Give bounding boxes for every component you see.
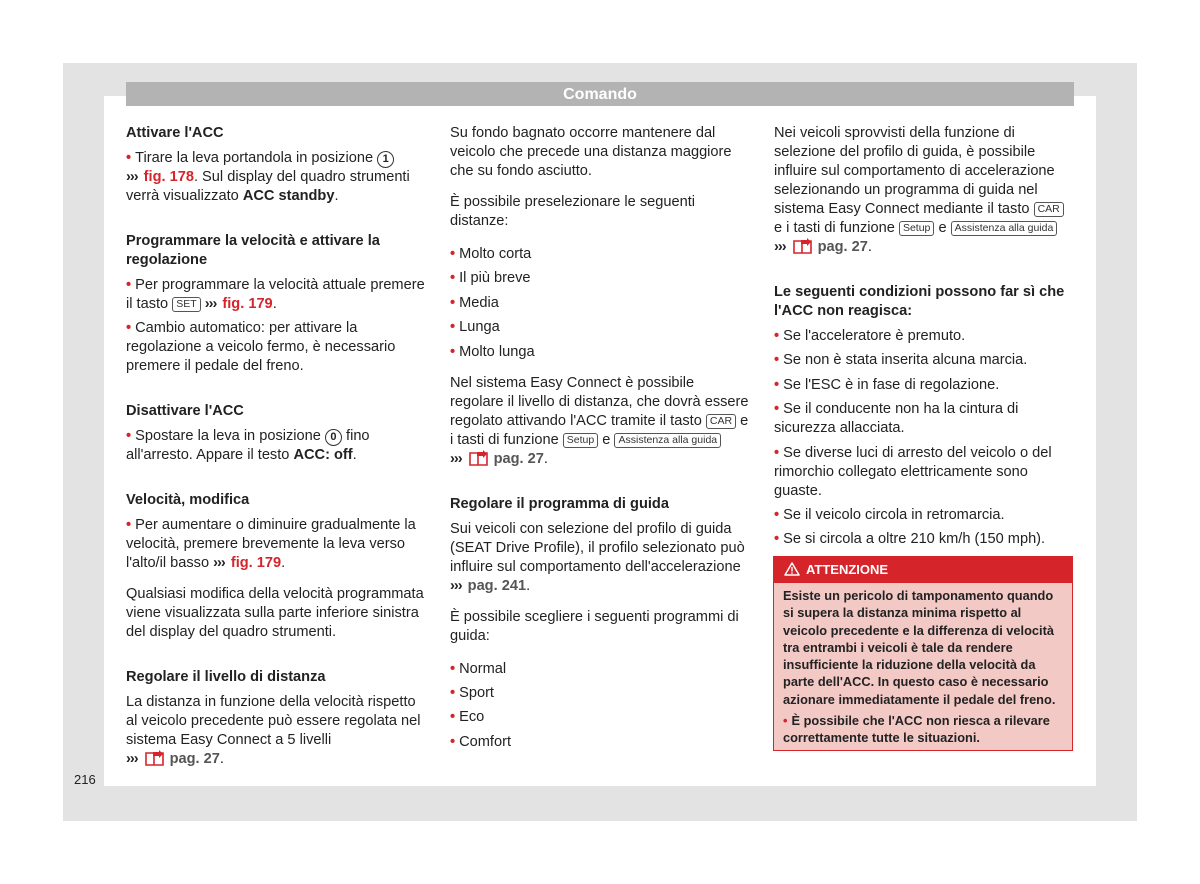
- page-241-link[interactable]: pag. 241: [467, 577, 527, 594]
- bullet-dot: •: [774, 401, 780, 418]
- page-27-link[interactable]: pag. 27: [817, 239, 868, 255]
- setup-key-icon: Setup: [899, 221, 934, 236]
- condition-item: • Se diverse luci di arresto del veicolo o del rimorchio collegato elettricamente sono guaste.: [774, 444, 1052, 499]
- section-header: Comando: [126, 82, 1074, 106]
- bullet-dot: •: [450, 319, 456, 336]
- heading-deactivate-acc: Disattivare l'ACC: [126, 403, 244, 419]
- column-2: [450, 124, 750, 757]
- condition-item: • Se l'ESC è in fase di regolazione.: [774, 376, 1000, 393]
- distances-list: [450, 245, 750, 362]
- condition-item: • Se il veicolo circola in retromarcia.: [774, 506, 1005, 523]
- warning-bullet: • È possibile che l'ACC non riesca a rilevare correttamente tutte le situazioni.: [783, 713, 1050, 746]
- warning-box: [773, 556, 1073, 751]
- reference-arrow-icon: ›››: [204, 296, 217, 312]
- reference-arrow-icon: ›››: [126, 751, 138, 767]
- warning-title: ATTENZIONE: [806, 562, 889, 577]
- distance-option: • Molto lunga: [450, 343, 535, 360]
- car-key-icon: CAR: [1034, 202, 1064, 217]
- page-27-link[interactable]: pag. 27: [493, 450, 544, 467]
- bullet-dot: •: [774, 444, 780, 461]
- page-number: 216: [74, 772, 96, 787]
- book-reference-icon: [144, 750, 166, 766]
- paragraph-drive-profile: Sui veicoli con selezione del profilo di guida (SEAT Drive Profile), il profilo selezionato può influire sul comportamento dell'accelerazione ››› pag. 241.: [450, 520, 745, 594]
- condition-item: • Se non è stata inserita alcuna marcia.: [774, 352, 1028, 369]
- warning-body: [774, 583, 1072, 747]
- paragraph-no-profile: Nei veicoli sprovvisti della funzione di selezione del profilo di guida, è possibile influire sul comportamento di accelerazione selezionando un programma di guida nel sistema Easy Connect mediante il tasto CAR e i tasti di funzione Setup e Assistenza alla guida ››› pag. 27.: [774, 124, 1074, 257]
- conditions-list: [774, 327, 1074, 549]
- program-option: • Sport: [450, 684, 494, 701]
- heading-speed-modify: Velocità, modifica: [126, 492, 250, 508]
- assistenza-key-icon: Assistenza alla guida: [614, 433, 721, 448]
- column-3: [774, 124, 1074, 555]
- paragraph-choose-programs: È possibile scegliere i seguenti programmi di guida:: [450, 608, 739, 644]
- set-key-icon: SET: [172, 297, 200, 312]
- paragraph-preselect: È possibile preselezionare le seguenti distanze:: [450, 194, 696, 229]
- bullet-dot: •: [450, 343, 456, 360]
- fig-179-link[interactable]: fig. 179: [230, 555, 282, 571]
- paragraph-speed-display: Qualsiasi modifica della velocità programmata viene visualizzata sulla parte inferiore sinistra del display del quadro strumenti.: [126, 586, 424, 640]
- reference-arrow-icon: ›››: [450, 577, 462, 594]
- bullet-dot: •: [450, 684, 456, 701]
- heading-activate-acc: Attivare l'ACC: [126, 125, 224, 141]
- reference-arrow-icon: ›››: [774, 239, 786, 255]
- reference-arrow-icon: ›››: [450, 450, 462, 467]
- program-option: • Normal: [450, 660, 507, 677]
- bullet-dot: •: [774, 352, 780, 369]
- bullet-automatic: • Cambio automatico: per attivare la regolazione a veicolo fermo, è necessario premere il pedale del freno.: [126, 320, 396, 374]
- paragraph-wet-road: Su fondo bagnato occorre mantenere dal veicolo che precede una distanza maggiore che su fondo asciutto.: [450, 125, 732, 179]
- bullet-dot: •: [450, 733, 456, 750]
- program-option: • Comfort: [450, 733, 512, 750]
- column-1: [126, 124, 428, 781]
- bullet-dot: •: [774, 531, 780, 548]
- distance-option: • Media: [450, 294, 499, 311]
- bullet-dot: •: [450, 270, 456, 287]
- assistenza-key-icon: Assistenza alla guida: [951, 221, 1058, 236]
- bullet-program: • Per programmare la velocità attuale premere il tasto SET ››› fig. 179.: [126, 277, 425, 312]
- bullet-dot: •: [450, 294, 456, 311]
- car-key-icon: CAR: [706, 414, 736, 429]
- setup-key-icon: Setup: [563, 433, 598, 448]
- bullet-dot: •: [774, 376, 780, 393]
- paragraph-easy-connect: Nel sistema Easy Connect è possibile regolare il livello di distanza, che dovrà essere regolato attivando l'ACC tramite il tasto CAR e i tasti di funzione Setup e Assistenza alla guida ››› pag. 27.: [450, 374, 749, 467]
- book-reference-icon: [468, 450, 490, 466]
- warning-text: Esiste un pericolo di tamponamento quando si supera la distanza minima rispetto al veicolo precedente e la differenza di velocità tra entrambi i veicoli è tale da rendere insufficiente la riduzione della velocità da parte dell'ACC. In questo caso è necessario azionare immediatamente il pedale del freno.: [783, 588, 1056, 707]
- condition-item: • Se si circola a oltre 210 km/h (150 mph).: [774, 531, 1046, 548]
- bullet-dot: •: [450, 709, 456, 726]
- warning-triangle-icon: [784, 562, 800, 576]
- distance-option: • Molto corta: [450, 246, 532, 262]
- condition-item: • Se il conducente non ha la cintura di sicurezza allacciata.: [774, 401, 1019, 437]
- book-reference-icon: [792, 238, 814, 254]
- reference-arrow-icon: ›››: [126, 169, 138, 185]
- distance-option: • Lunga: [450, 319, 500, 336]
- heading-program-speed: Programmare la velocità e attivare la regolazione: [126, 233, 380, 268]
- bullet-dot: •: [774, 328, 780, 344]
- bullet-activate: • Tirare la leva portandola in posizione 1 ››› fig. 178. Sul display del quadro strumenti verrà visualizzato ACC standby.: [126, 150, 410, 204]
- distance-option: • Il più breve: [450, 270, 531, 287]
- fig-179-link[interactable]: fig. 179: [222, 296, 273, 312]
- heading-distance-level: Regolare il livello di distanza: [126, 669, 326, 685]
- bullet-deactivate: • Spostare la leva in posizione 0 fino all'arresto. Appare il testo ACC: off.: [126, 428, 370, 463]
- bullet-speed: • Per aumentare o diminuire gradualmente la velocità, premere brevemente la leva verso l'alto/il basso ››› fig. 179.: [126, 517, 416, 571]
- position-0-icon: 0: [325, 429, 342, 446]
- bullet-dot: •: [450, 246, 456, 262]
- condition-item: • Se l'acceleratore è premuto.: [774, 328, 966, 344]
- warning-header: [774, 557, 1072, 583]
- programs-list: [450, 660, 750, 752]
- paragraph-distance: La distanza in funzione della velocità rispetto al veicolo precedente può essere regolata nel sistema Easy Connect a 5 livelli ››› pag. 27.: [126, 694, 421, 767]
- bullet-dot: •: [774, 506, 780, 523]
- heading-conditions: Le seguenti condizioni possono far sì che l'ACC non reagisca:: [774, 284, 1065, 319]
- heading-driving-program: Regolare il programma di guida: [450, 495, 669, 512]
- position-1-icon: 1: [377, 151, 394, 168]
- bullet-dot: •: [450, 660, 456, 677]
- page-27-link[interactable]: pag. 27: [169, 751, 220, 767]
- bullet-dot: •: [126, 150, 132, 166]
- reference-arrow-icon: ›››: [213, 555, 225, 571]
- fig-178-link[interactable]: fig. 178: [143, 169, 194, 185]
- program-option: • Eco: [450, 709, 485, 726]
